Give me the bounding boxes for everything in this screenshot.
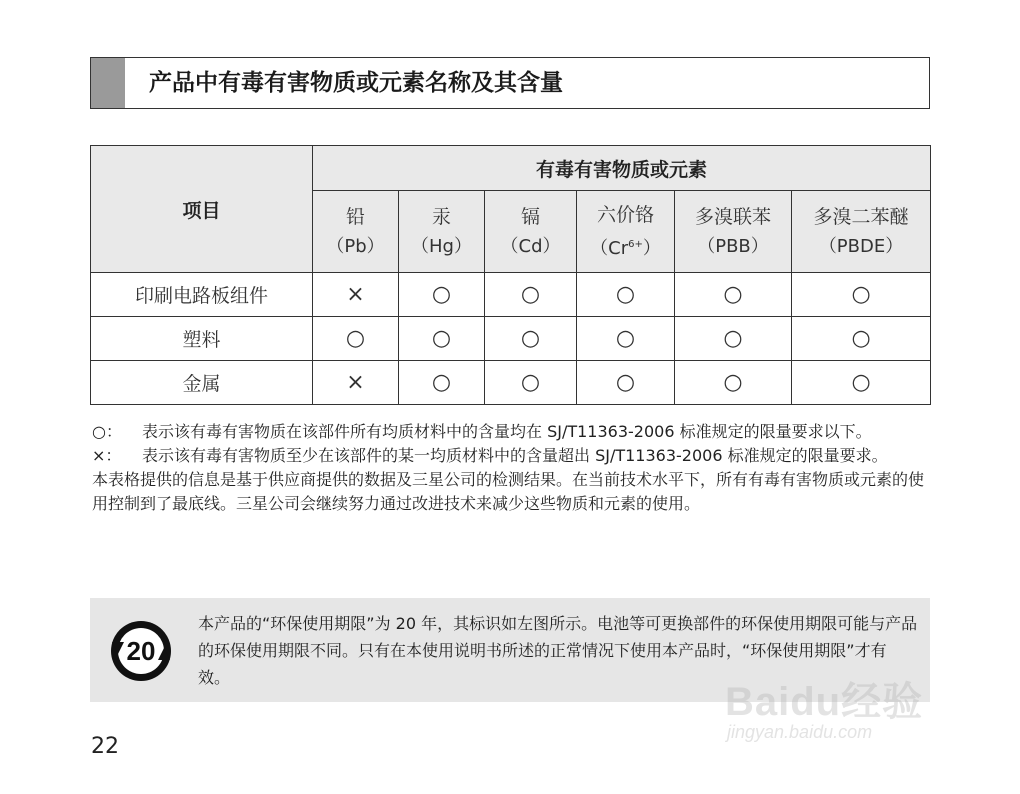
mark-cell: ○ bbox=[313, 317, 399, 361]
row-item-label: 印刷电路板组件 bbox=[91, 273, 313, 317]
substance-name: 铅 bbox=[345, 205, 365, 228]
epup-20-logo-icon bbox=[106, 618, 176, 684]
substance-name: 多溴联苯 bbox=[694, 205, 771, 228]
substance-symbol: （Pb） bbox=[326, 235, 385, 257]
substance-symbol bbox=[577, 230, 674, 264]
symbol-base: （Cr bbox=[590, 237, 629, 259]
mark-cell: ○ bbox=[792, 361, 931, 405]
note-cross-symbol: ×： bbox=[92, 446, 122, 465]
mark-cell: ○ bbox=[792, 317, 931, 361]
substance-header-chromium bbox=[577, 191, 675, 273]
substance-name: 镉 bbox=[520, 205, 540, 228]
substance-header-pbb bbox=[675, 191, 792, 273]
logo-number: 20 bbox=[126, 636, 156, 666]
mark-cell: ○ bbox=[485, 273, 577, 317]
note-circle-symbol: ○： bbox=[92, 422, 122, 441]
mark-cell: ○ bbox=[399, 317, 485, 361]
environmental-period-text: 本产品的“环保使用期限”为 20 年，其标识如左图所示。电池等可更换部件的环保使用期限可能与产品的环保使用期限不同。只有在本使用说明书所述的正常情况下使用本产品时，“环保使用期限”才有效。 bbox=[198, 614, 918, 687]
baidu-watermark bbox=[725, 670, 965, 760]
watermark-url-text: jingyan.baidu.com bbox=[727, 722, 873, 742]
mark-cell: ○ bbox=[577, 361, 675, 405]
mark-cell: ○ bbox=[485, 317, 577, 361]
table-notes bbox=[92, 420, 932, 516]
substance-symbol: （Cd） bbox=[500, 235, 561, 257]
row-item-label: 塑料 bbox=[91, 317, 313, 361]
substance-symbol: （PBB） bbox=[697, 235, 769, 257]
mark-cell: ○ bbox=[675, 361, 792, 405]
detection-paragraph: 本表格提供的信息是基于供应商提供的数据及三星公司的检测结果。在当前技术水平下，所有有毒有害物质或元素的使用控制到了最底线。三星公司会继续努力通过改进技术来减少这些物质和元素的使用。 bbox=[92, 470, 925, 513]
mark-cell: ○ bbox=[792, 273, 931, 317]
table-row bbox=[91, 361, 931, 405]
page-number: 22 bbox=[91, 734, 119, 759]
substance-name: 多溴二苯醚 bbox=[813, 205, 909, 228]
mark-cell: ○ bbox=[399, 361, 485, 405]
substance-name: 六价铬 bbox=[596, 203, 654, 226]
row-item-label: 金属 bbox=[91, 361, 313, 405]
page-title: 产品中有毒有害物质或元素名称及其含量 bbox=[149, 70, 563, 96]
note-cross bbox=[92, 444, 932, 468]
table-row bbox=[91, 317, 931, 361]
symbol-end: ） bbox=[642, 237, 661, 259]
mark-cell: × bbox=[313, 273, 399, 317]
table-row bbox=[91, 273, 931, 317]
substance-table bbox=[90, 145, 931, 405]
mark-cell: ○ bbox=[675, 273, 792, 317]
note-cross-text: 表示该有毒有害物质至少在该部件的某一均质材料中的含量超出 SJ/T11363-2006 标准规定的限量要求。 bbox=[142, 446, 888, 465]
substance-symbol: （PBDE） bbox=[818, 235, 904, 257]
title-accent-block bbox=[91, 58, 125, 108]
note-circle-text: 表示该有毒有害物质在该部件所有均质材料中的含量均在 SJ/T11363-2006 标准规定的限量要求以下。 bbox=[142, 422, 872, 441]
mark-cell: ○ bbox=[675, 317, 792, 361]
substance-header-mercury bbox=[399, 191, 485, 273]
substance-header-pbde bbox=[792, 191, 931, 273]
note-circle bbox=[92, 420, 932, 444]
watermark-main-text: Baidu经验 bbox=[725, 680, 924, 724]
mark-cell: ○ bbox=[577, 317, 675, 361]
mark-cell: ○ bbox=[399, 273, 485, 317]
mark-cell: × bbox=[313, 361, 399, 405]
substance-group-header: 有毒有害物质或元素 bbox=[313, 146, 931, 191]
section-title-bar bbox=[90, 57, 930, 109]
mark-cell: ○ bbox=[577, 273, 675, 317]
substance-header-lead bbox=[313, 191, 399, 273]
item-column-header: 项目 bbox=[91, 146, 313, 273]
substance-name: 汞 bbox=[431, 205, 451, 228]
mark-cell: ○ bbox=[485, 361, 577, 405]
substance-symbol: （Hg） bbox=[411, 235, 472, 257]
substance-header-cadmium bbox=[485, 191, 577, 273]
symbol-superscript: 6+ bbox=[628, 238, 643, 250]
